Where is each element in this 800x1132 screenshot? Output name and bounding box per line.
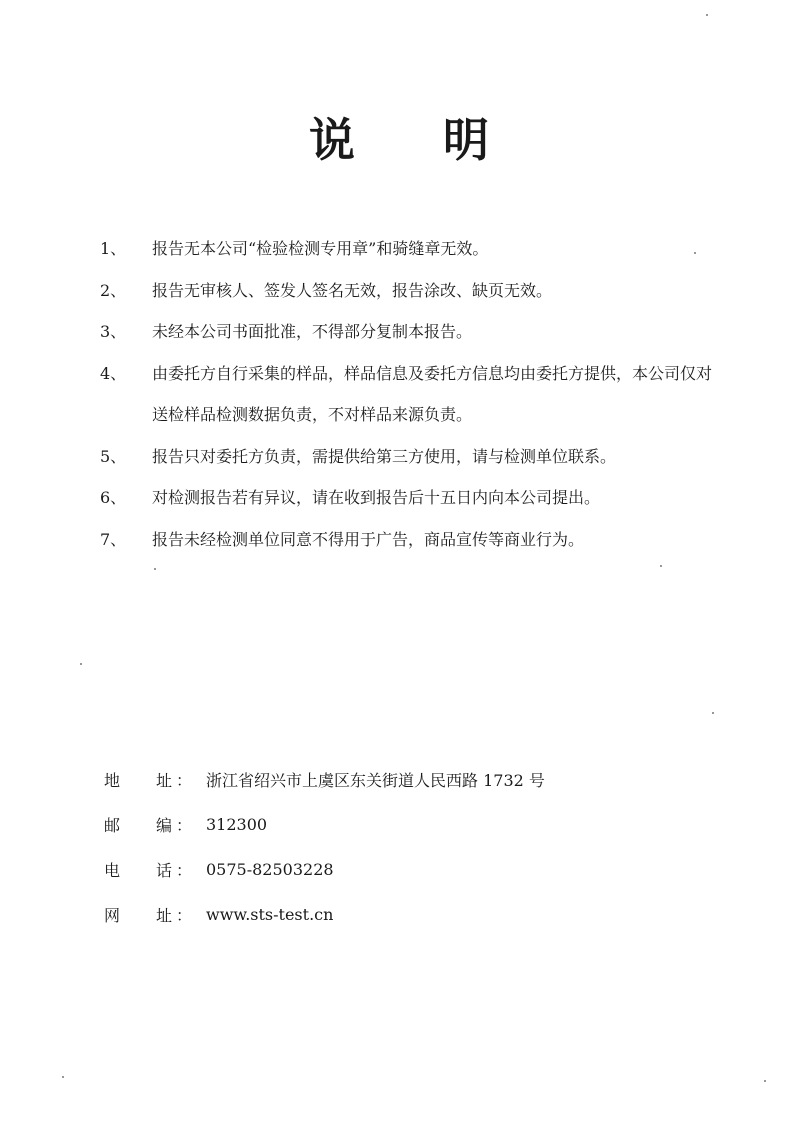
note-item (100, 228, 720, 270)
note-text: 报告无审核人、签发人签名无效，报告涂改、缺页无效。 (152, 280, 553, 300)
note-number: 1、 (100, 239, 127, 258)
phone-value: 0575-82503228 (206, 860, 334, 879)
scan-speck (764, 1080, 766, 1082)
scan-speck (706, 14, 708, 16)
note-text: 由委托方自行采集的样品，样品信息及委托方信息均由委托方提供，本公司仅对送检样品检测数据负责，不对样品来源负责。 (152, 363, 713, 424)
note-text: 报告只对委托方负责，需提供给第三方使用，请与检测单位联系。 (152, 446, 617, 466)
contact-phone-row (104, 847, 664, 892)
scan-speck (660, 565, 662, 567)
address-value: 浙江省绍兴市上虞区东关街道人民西路 1732 号 (206, 771, 545, 790)
scan-speck (694, 252, 696, 254)
website-colon: ： (176, 906, 193, 925)
contact-website-row (104, 892, 664, 937)
note-number: 3、 (100, 322, 127, 341)
postcode-value: 312300 (206, 815, 268, 834)
contact-postcode-row (104, 802, 664, 847)
note-text: 报告未经检测单位同意不得用于广告，商品宣传等商业行为。 (152, 529, 585, 549)
scan-speck (80, 663, 82, 665)
note-number: 6、 (100, 488, 127, 507)
note-item (100, 436, 720, 478)
note-item (100, 311, 720, 353)
address-label: 地 址 (104, 771, 172, 790)
note-item (100, 353, 720, 436)
phone-colon: ： (176, 861, 193, 880)
scan-speck (712, 712, 714, 714)
address-colon: ： (176, 771, 193, 790)
contact-info (104, 757, 664, 937)
phone-label: 电 话 (104, 861, 172, 880)
postcode-label: 邮 编 (104, 816, 172, 835)
note-item (100, 519, 720, 561)
website-value: www.sts-test.cn (206, 905, 334, 924)
note-number: 2、 (100, 280, 127, 300)
title-char-2: 明 (443, 113, 491, 167)
postcode-colon: ： (176, 816, 193, 835)
page-title (0, 110, 800, 170)
note-number: 7、 (100, 529, 127, 549)
notes-list (100, 228, 720, 560)
note-text: 对检测报告若有异议，请在收到报告后十五日内向本公司提出。 (152, 488, 601, 507)
scan-speck (154, 568, 156, 570)
note-item (100, 477, 720, 519)
note-number: 5、 (100, 446, 127, 466)
contact-address-row (104, 757, 664, 802)
note-text: 未经本公司书面批准，不得部分复制本报告。 (152, 322, 473, 341)
website-label: 网 址 (104, 906, 172, 925)
scan-speck (62, 1076, 64, 1078)
note-item (100, 270, 720, 312)
note-text: 报告无本公司“检验检测专用章”和骑缝章无效。 (152, 239, 489, 258)
note-number: 4、 (100, 363, 127, 383)
title-char-1: 说 (309, 113, 357, 167)
